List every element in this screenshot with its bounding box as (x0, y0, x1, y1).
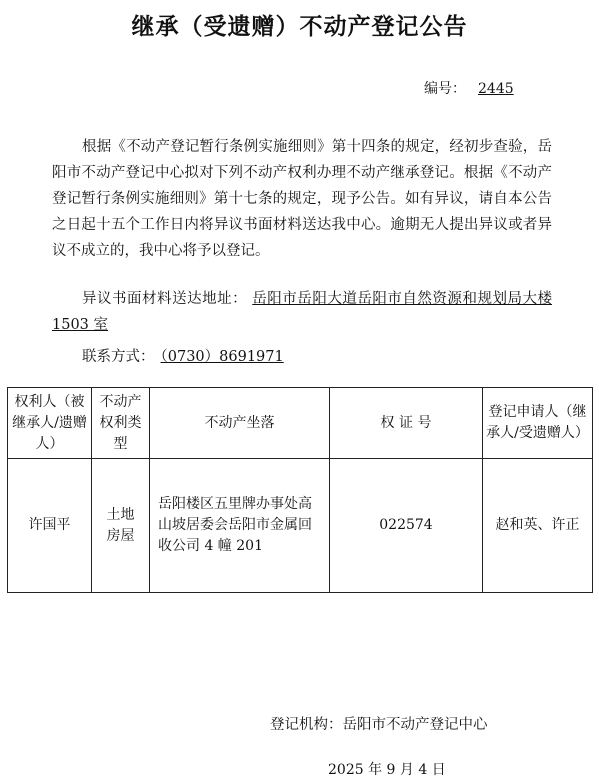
table-row (8, 459, 593, 593)
header-applicant: 登记申请人（继承人/受遗赠人） (483, 388, 593, 459)
cell-holder: 许国平 (8, 459, 92, 593)
serial-label: 编号： (424, 81, 466, 97)
cell-applicant: 赵和英、许正 (483, 459, 593, 593)
table-header-row (8, 388, 593, 459)
cell-right-type: 土地房屋 (92, 459, 150, 593)
cell-cert-no: 022574 (330, 459, 483, 593)
serial-value: 2445 (478, 81, 514, 97)
notice-paragraph: 根据《不动产登记暂行条例实施细则》第十四条的规定，经初步查验，岳阳市不动产登记中心拟对下列不动产权利办理不动产继承登记。根据《不动产登记暂行条例实施细则》第十七条的规定，现予公告。如有异议，请自本公告之日起十五个工作日内将异议书面材料送达我中心。逾期无人提出异议或者异议不成立的，我中心将予以登记。 (52, 139, 552, 259)
objection-address (52, 286, 552, 338)
header-location: 不动产坐落 (150, 388, 330, 459)
contact-value: （0730）8691971 (160, 349, 284, 365)
header-cert-no: 权 证 号 (330, 388, 483, 459)
property-table (7, 387, 593, 593)
notice-title: 继承（受遗赠）不动产登记公告 (131, 14, 468, 40)
header-right-type: 不动产权利类型 (92, 388, 150, 459)
contact-label: 联系方式： (82, 349, 155, 365)
contact-info (82, 345, 284, 366)
serial-number (424, 78, 514, 98)
header-holder: 权利人（被继承人/遗赠人） (8, 388, 92, 459)
address-label: 异议书面材料送达地址： (82, 291, 248, 307)
notice-date: 2025 年 9 月 4 日 (328, 762, 446, 778)
address-value: 岳阳市岳阳大道岳阳市自然资源和规划局大楼 1503 室 (52, 291, 553, 333)
registration-authority: 登记机构：岳阳市不动产登记中心 (270, 717, 488, 733)
cell-location: 岳阳楼区五里牌办事处高山坡居委会岳阳市金属回收公司 4 幢 201 (150, 459, 330, 593)
